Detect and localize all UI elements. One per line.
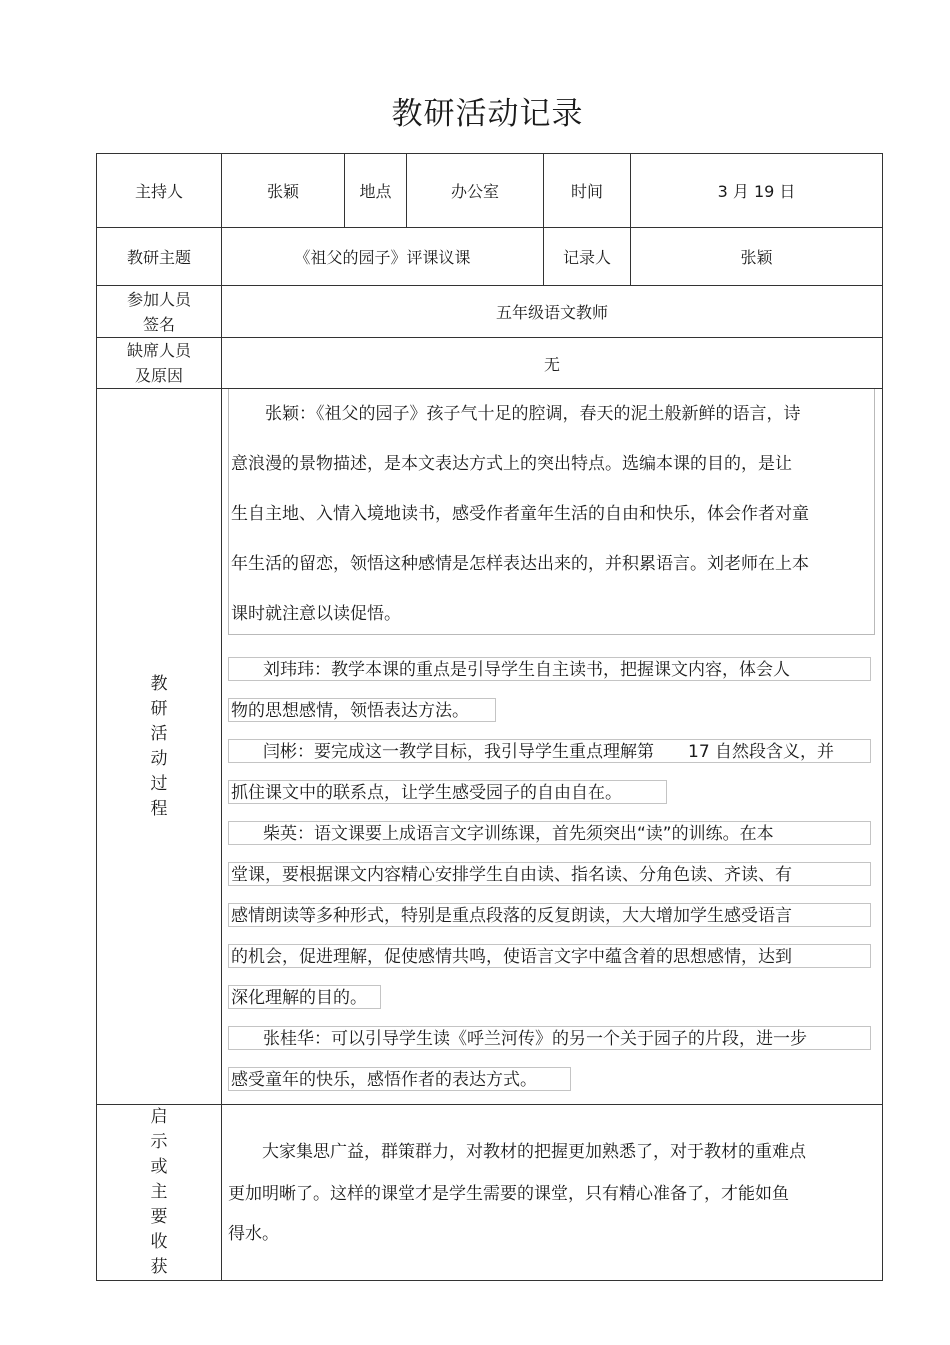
participants-label-line1: 参加人员 bbox=[126, 289, 191, 309]
first-comment-paragraph bbox=[228, 389, 875, 635]
process-label-char: 活 bbox=[150, 723, 168, 744]
comment-line bbox=[228, 1059, 875, 1100]
host-label: 主持人 bbox=[97, 154, 222, 228]
time-value: 3 月 19 日 bbox=[631, 154, 883, 228]
gains-label-char: 或 bbox=[150, 1157, 168, 1177]
gains-line: 大家集思广益，群策群力，对教材的把握更加熟悉了，对于教材的重难点 bbox=[262, 1142, 806, 1162]
gains-row bbox=[97, 1105, 883, 1281]
comment-line bbox=[228, 649, 875, 690]
comment-text: 闫彬：要完成这一教学目标，我引导学生重点理解第 17 自然段含义，并 bbox=[228, 739, 871, 763]
process-label-char: 动 bbox=[150, 748, 168, 769]
gains-label-char: 收 bbox=[150, 1232, 168, 1252]
gains-label bbox=[97, 1105, 222, 1281]
paragraph-line: 意浪漫的景物描述，是本文表达方式上的突出特点。选编本课的目的，是让 bbox=[231, 454, 792, 474]
gains-label-char: 要 bbox=[150, 1207, 168, 1227]
host-value: 张颖 bbox=[222, 154, 345, 228]
topic-value: 《祖父的园子》评课议课 bbox=[222, 228, 544, 286]
comment-line bbox=[228, 895, 875, 936]
gains-label-char: 主 bbox=[150, 1182, 168, 1202]
gains-line: 更加明晰了。这样的课堂才是学生需要的课堂，只有精心准备了，才能如鱼 bbox=[228, 1184, 789, 1204]
comment-line bbox=[228, 854, 875, 895]
time-label: 时间 bbox=[544, 154, 631, 228]
gains-label-char: 启 bbox=[150, 1107, 168, 1127]
participants-value: 五年级语文教师 bbox=[222, 286, 883, 338]
participants-row bbox=[97, 286, 883, 338]
comment-line bbox=[228, 813, 875, 854]
comment-line bbox=[228, 1018, 875, 1059]
absent-value: 无 bbox=[222, 338, 883, 389]
comment-text: 柴英：语文课要上成语言文字训练课，首先须突出“读”的训练。在本 bbox=[228, 821, 871, 845]
comment-line bbox=[228, 690, 875, 731]
comment-text: 感情朗读等多种形式，特别是重点段落的反复朗读，大大增加学生感受语言 bbox=[228, 903, 871, 927]
comment-line bbox=[228, 977, 875, 1018]
paragraph-line: 年生活的留恋，领悟这种感情是怎样表达出来的，并积累语言。刘老师在上本 bbox=[231, 554, 809, 574]
process-label-char: 程 bbox=[150, 798, 168, 819]
header-row bbox=[97, 154, 883, 228]
gains-content bbox=[222, 1105, 883, 1281]
comment-text: 的机会，促进理解，促使感情共鸣，使语言文字中蕴含着的思想感情，达到 bbox=[228, 944, 871, 968]
process-label-char: 教 bbox=[150, 673, 168, 694]
process-label-char: 过 bbox=[150, 773, 168, 794]
place-value: 办公室 bbox=[407, 154, 544, 228]
process-label bbox=[97, 389, 222, 1105]
comment-line bbox=[228, 772, 875, 813]
gains-line: 得水。 bbox=[228, 1224, 279, 1244]
participants-label-line2: 签名 bbox=[142, 314, 175, 334]
paragraph-line: 张颖：《祖父的园子》孩子气十足的腔调，春天的泥土般新鲜的语言，诗 bbox=[265, 404, 801, 424]
page-title: 教研活动记录 bbox=[391, 96, 584, 132]
participants-label bbox=[97, 286, 222, 338]
recorder-value: 张颖 bbox=[631, 228, 883, 286]
comment-text: 深化理解的目的。 bbox=[228, 985, 381, 1009]
absent-label bbox=[97, 338, 222, 389]
gains-label-char: 获 bbox=[150, 1257, 168, 1277]
paragraph-line: 课时就注意以读促悟。 bbox=[231, 604, 401, 624]
comment-text: 刘玮玮：教学本课的重点是引导学生自主读书，把握课文内容，体会人 bbox=[228, 657, 871, 681]
process-row bbox=[97, 389, 883, 1105]
recorder-label: 记录人 bbox=[544, 228, 631, 286]
comment-text: 感受童年的快乐，感悟作者的表达方式。 bbox=[228, 1067, 571, 1091]
topic-label: 教研主题 bbox=[97, 228, 222, 286]
process-label-char: 研 bbox=[150, 698, 168, 719]
comment-line bbox=[228, 731, 875, 772]
comment-text: 张桂华：可以引导学生读《呼兰河传》的另一个关于园子的片段，进一步 bbox=[228, 1026, 871, 1050]
topic-row bbox=[97, 228, 883, 286]
comment-text: 堂课，要根据课文内容精心安排学生自由读、指名读、分角色读、齐读、有 bbox=[228, 862, 871, 886]
record-table bbox=[96, 153, 883, 1281]
paragraph-line: 生自主地、入情入境地读书，感受作者童年生活的自由和快乐，体会作者对童 bbox=[231, 504, 809, 524]
place-label: 地点 bbox=[345, 154, 407, 228]
gains-label-char: 示 bbox=[150, 1132, 168, 1152]
comment-line bbox=[228, 936, 875, 977]
comment-text: 抓住课文中的联系点，让学生感受园子的自由自在。 bbox=[228, 780, 667, 804]
absent-row bbox=[97, 338, 883, 389]
process-content bbox=[222, 389, 883, 1105]
absent-label-line2: 及原因 bbox=[134, 366, 183, 385]
absent-label-line1: 缺席人员 bbox=[126, 341, 191, 360]
comment-text: 物的思想感情，领悟表达方法。 bbox=[228, 698, 496, 722]
